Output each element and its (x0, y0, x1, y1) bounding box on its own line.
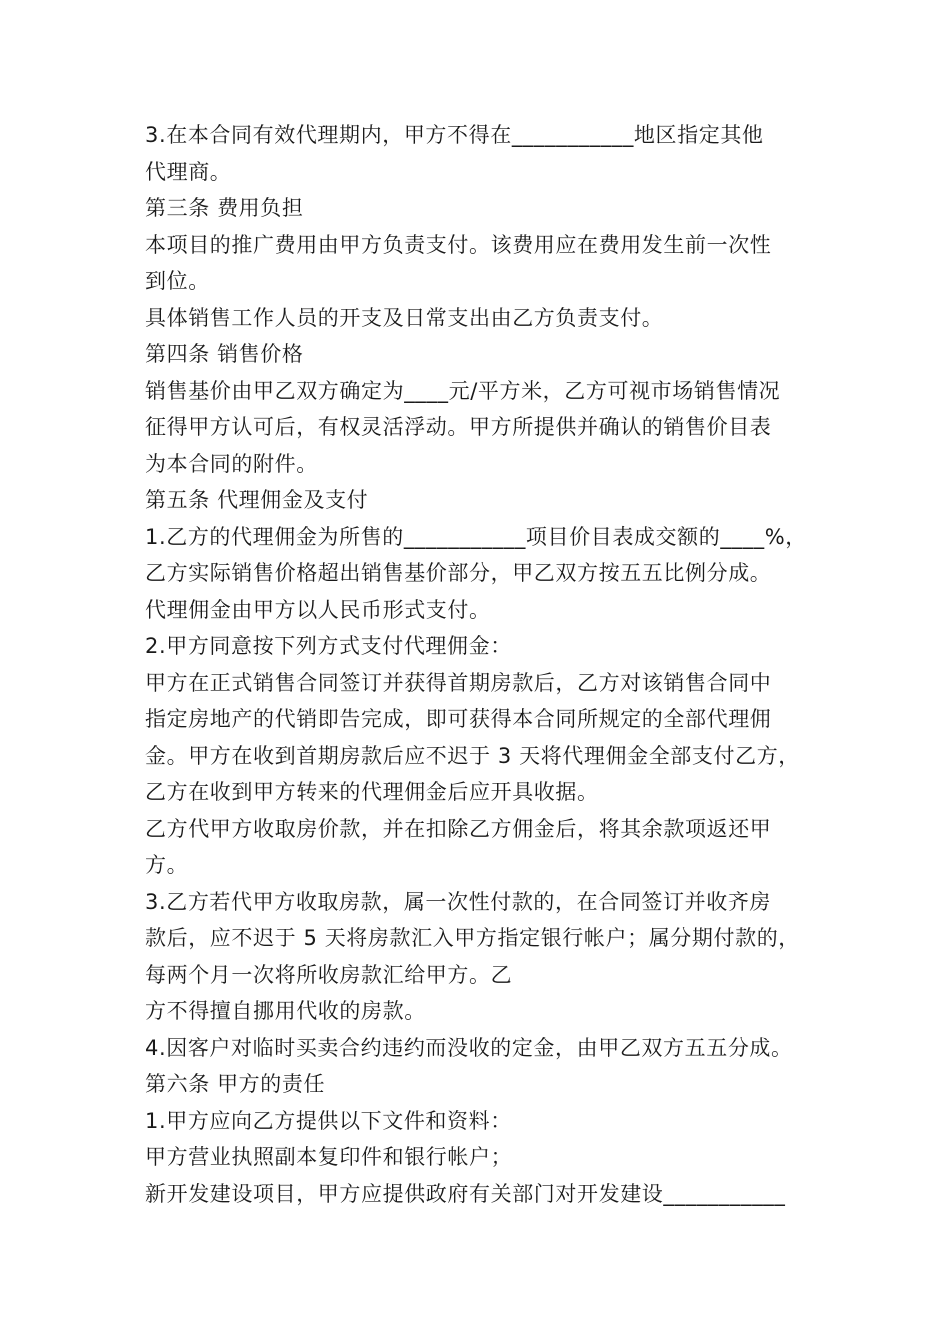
text-line: 到位。 (145, 269, 210, 293)
text-line: 每两个月一次将所收房款汇给甲方。乙 (145, 962, 513, 987)
text-line: 1.乙方的代理佣金为所售的___________项目价目表成交额的____%， (145, 524, 807, 549)
section-heading: 第五条 代理佣金及支付 (145, 488, 369, 512)
text-line: 乙方实际销售价格超出销售基价部分，甲乙双方按五五比例分成。 (145, 561, 772, 585)
text-line: 1.甲方应向乙方提供以下文件和资料： (145, 1108, 512, 1133)
text-line: 款后，应不迟于 5 天将房款汇入甲方指定银行帐户；属分期付款的， (145, 926, 800, 950)
text-line: 乙方代甲方收取房价款，并在扣除乙方佣金后，将其余款项返还甲 (145, 816, 772, 841)
text-line: 3.乙方若代甲方收取房款，属一次性付款的，在合同签订并收齐房 (145, 889, 772, 914)
text-line: 3.在本合同有效代理期内，甲方不得在___________地区指定其他 (145, 123, 764, 147)
text-line: 本项目的推广费用由甲方负责支付。该费用应在费用发生前一次性 (145, 232, 772, 257)
text-line: 具体销售工作人员的开支及日常支出由乙方负责支付。 (145, 305, 664, 330)
text-line: 为本合同的附件。 (145, 451, 318, 476)
text-line: 新开发建设项目，甲方应提供政府有关部门对开发建设___________ (145, 1181, 786, 1206)
text-line: 乙方在收到甲方转来的代理佣金后应开具收据。 (145, 780, 599, 804)
text-line: 销售基价由甲乙双方确定为____元/平方米，乙方可视市场销售情况 (145, 378, 781, 403)
text-line: 征得甲方认可后，有权灵活浮动。甲方所提供并确认的销售价目表 (145, 415, 772, 439)
text-line: 方。 (145, 853, 189, 877)
text-line: 代理商。 (145, 159, 232, 184)
text-line: 甲方在正式销售合同签订并获得首期房款后，乙方对该销售合同中 (145, 670, 772, 695)
text-line: 金。甲方在收到首期房款后应不迟于 3 天将代理佣金全部支付乙方， (145, 743, 800, 768)
text-line: 4.因客户对临时买卖合约违约而没收的定金，由甲乙双方五五分成。 (145, 1035, 793, 1060)
text-line: 方不得擅自挪用代收的房款。 (145, 999, 426, 1023)
text-line: 甲方营业执照副本复印件和银行帐户； (145, 1145, 513, 1169)
text-line: 指定房地产的代销即告完成，即可获得本合同所规定的全部代理佣 (145, 707, 772, 731)
text-line: 2.甲方同意按下列方式支付代理佣金： (145, 634, 512, 658)
text-line: 代理佣金由甲方以人民币形式支付。 (145, 597, 491, 622)
section-heading: 第六条 甲方的责任 (145, 1072, 326, 1096)
section-heading: 第三条 费用负担 (145, 196, 304, 220)
section-heading: 第四条 销售价格 (145, 342, 304, 366)
contract-text (145, 117, 835, 1212)
